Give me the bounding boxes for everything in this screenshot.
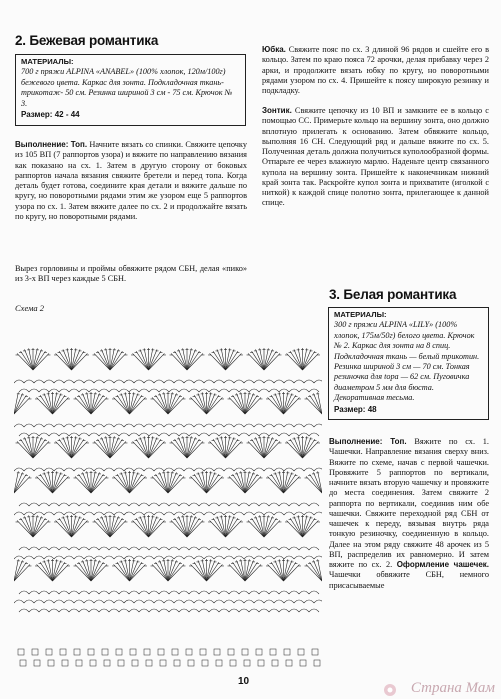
section-3-title: 3. Белая романтика (329, 287, 457, 302)
crochet-scheme-diagram (14, 318, 322, 670)
umbrella-text: Свяжите цепочку из 10 ВП и замкните ее в кольцо с помощью СС. Примерьте кольцо на вершину зонта, оно должно вплотную прилегать к основанию. Затем обвяжите кольцо, выполняя 16 СН. Следующий ряд и дальше вяжите по сх. 5. Полученная деталь должна получиться куполообразной формы. Отпарьте ее через влажную марлю. Наденьте центр связанного купола на вершину зонта. Пришейте к наконечникам нижний край зонта так. Раскройте купол зонта и прихватите (иголкой с ниткой) к каждой спице полотно зонта, прилегающее к данной спице. (262, 106, 489, 208)
materials-label: МАТЕРИАЛЫ: (21, 57, 74, 66)
watermark-text: Страна Мам (410, 680, 495, 696)
section-2-neck (15, 264, 247, 285)
umbrella-lead: Зонтик. (262, 106, 292, 115)
skirt-lead: Юбка. (262, 45, 286, 54)
materials-text: 700 г пряжи ALPINA «ANABEL» (100% хлопок, 120м/100г) бежевого цвета. Каркас для зонта. Подкладочная ткань- трикотаж- 50 см. Резинка шириной 3 см - 75 см. Крючок № 3. (21, 67, 233, 108)
size-line: Размер: 42 - 44 (21, 110, 80, 120)
skirt-text: Свяжите пояс по сх. 3 длиной 96 рядов и сшейте его в кольцо. Затем по краю пояса 72 арочки, делая прибавку через 2 арки, и продолжите вязать юбку по кругу, но поворотными рядами узором по сх. 4. Пришейте к поясу широкую резинку и подкладку. (262, 45, 489, 95)
section-2-umbrella (262, 106, 489, 209)
execution-text-3: Вяжите по сх. 1. Чашечки. Направление вязания сверху вниз. Вяжите по схеме, начав с первой чашечки. Провяжите 5 раппортов по вертикали, начните вязать вторую чашечку и провяжите до места соединения. Затем свяжите 2 раппорта по вертикали, соединив ним обе чашечки. Свяжите переходной ряд СБН от чашечек к переду, вязывая внутрь ряда тонкую резиночку, соединенную в кольцо. Далее на этом ряду свяжите 48 арочек из 5 ВП, распределив их равномерно. И затем вяжите по сх. 2. (329, 437, 489, 569)
materials-label-3: МАТЕРИАЛЫ: (334, 310, 387, 319)
cups-text: Чашечки обвяжите СБН, немного присасываемые (329, 570, 489, 590)
execution-lead: Выполнение: Топ. (15, 140, 88, 149)
section-2-execution (15, 140, 247, 222)
neck-text: Вырез горловины и проймы обвяжите рядом СБН, делая «пико» из 3-х ВП через каждые 5 СБН. (15, 264, 247, 284)
execution-lead-3: Выполнение: Топ. (329, 437, 407, 446)
section-2-skirt (262, 45, 489, 96)
execution-text: Начните вязать со спинки. Свяжите цепочку из 105 ВП (7 раппортов узора) и вяжите по направлению вязания как показано на сх. 1. Затем в другую сторону от боковых раппортов начала вязания свяжите бретели и перед топа. Когда деталь будет готова, соедините края детали и вяжите дальше по кругу, но поворотными рядами этим же узором еще 5 раппортов узора по сх. 1. Затем вяжите далее по сх. 2 и продолжайте вязать по кругу, но поворотными рядами. (15, 140, 247, 221)
page-number: 10 (238, 676, 250, 687)
size-line-3: Размер: 48 (334, 404, 377, 414)
materials-box-section-3 (328, 307, 489, 420)
section-3-execution (329, 437, 489, 591)
materials-box-section-2 (15, 54, 246, 126)
watermark-logo-icon (383, 683, 397, 697)
materials-text-3: 300 г пряжи ALPINA «LILY» (100% хлопок, 175м/50г) белого цвета. Крючок № 2. Каркас для зонта на 8 спиц. Подкладочная ткань — белый трикотин. Резинка шириной 3 см — 70 см. Тонкая резиночка для topa — 62 см. Пуговичка диаметром 5 мм для бюста. Декоративная тесьма. (334, 320, 480, 403)
section-2-title: 2. Бежевая романтика (15, 33, 159, 48)
scheme-label: Схема 2 (15, 303, 45, 313)
cups-lead: Оформление чашечек. (396, 560, 490, 569)
